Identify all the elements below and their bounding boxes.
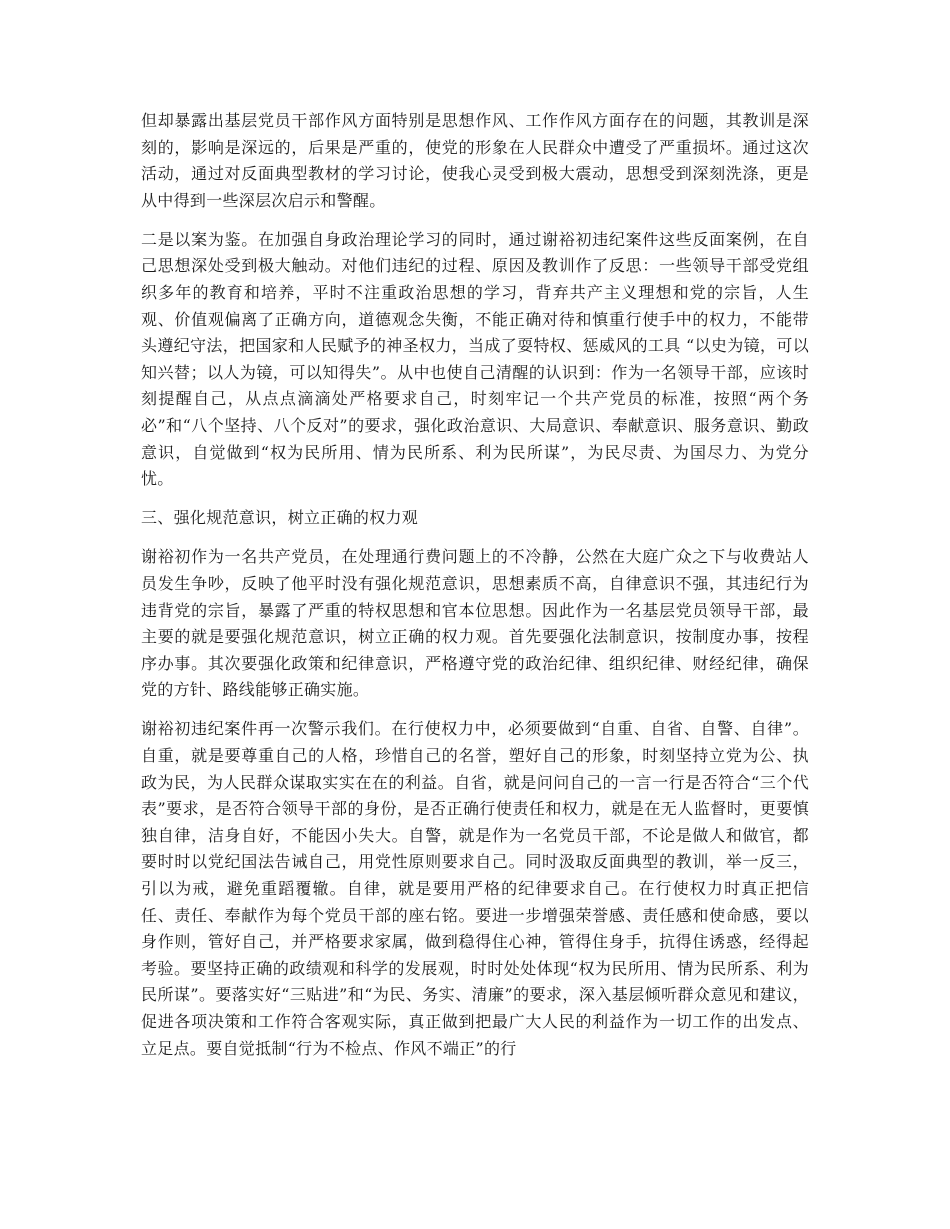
document-page [141,108,809,1075]
paragraph-norms-awareness: 谢裕初作为一名共产党员，在处理通行费问题上的不冷静，公然在大庭广众之下与收费站人员发生争吵，反映了他平时没有强化规范意识，思想素质不高，自律意识不强，其违纪行为违背党的宗旨，暴露了严重的特权思想和官本位思想。因此作为一名基层党员领导干部，最主要的就是要强化规范意识，树立正确的权力观。首先要强化法制意识，按制度办事，按程序办事。其次要强化政策和纪律意识，严格遵守党的政治纪律、组织纪律、财经纪律，确保党的方针、路线能够正确实施。 [141,547,809,700]
section-heading: 三、强化规范意识，树立正确的权力观 [141,508,419,528]
paragraph-case-reflection: 二是以案为鉴。在加强自身政治理论学习的同时，通过谢裕初违纪案件这些反面案例，在自己思想深处受到极大触动。对他们违纪的过程、原因及教训作了反思：一些领导干部受党组织多年的教育和培养，平时不注重政治思想的学习，背弃共产主义理想和党的宗旨，人生观、价值观偏离了正确方向，道德观念失衡，不能正确对待和慎重行使手中的权力，不能带头遵纪守法，把国家和人民赋予的神圣权力，当成了耍特权、惩威风的工具 “以史为镜，可以知兴替；以人为镜，可以知得失”。从中也使自己清醒的认识到：作为一名领导干部，应该时刻提醒自己，从点点滴滴处严格要求自己，时刻牢记一个共产党员的标准，按照“两个务必”和“八个坚持、八个反对”的要求，强化政治意识、大局意识、奉献意识、服务意识、勤政意识，自觉做到“权为民所用、情为民所系、利为民所谋”，为民尽责、为国尽力、为党分忧。 [141,229,809,489]
paragraph-self-discipline: 谢裕初违纪案件再一次警示我们。在行使权力中，必须要做到“自重、自省、自警、自律”。自重，就是要尊重自己的人格，珍惜自己的名誉，塑好自己的形象，时刻坚持立党为公、执政为民，为人民群众谋取实实在在的利益。自省，就是问问自己的一言一行是否符合“三个代表”要求，是否符合领导干部的身份，是否正确行使责任和权力，就是在无人监督时，更要慎独自律，洁身自好，不能因小失大。自警，就是作为一名党员干部，不论是做人和做官，都要时时以党纪国法告诫自己，用党性原则要求自己。同时汲取反面典型的教训，举一反三，引以为戒，避免重蹈覆辙。自律，就是要用严格的纪律要求自己。在行使权力时真正把信任、责任、奉献作为每个党员干部的座右铭。要进一步增强荣誉感、责任感和使命感，要以身作则，管好自己，并严格要求家属，做到稳得住心神，管得住身手，抗得住诱惑，经得起考验。要坚持正确的政绩观和科学的发展观，时时处处体现“权为民所用、情为民所系、利为民所谋”。要落实好“三贴进”和“为民、务实、清廉”的要求，深入基层倾听群众意见和建议，促进各项决策和工作符合客观实际，真正做到把最广大人民的利益作为一切工作的出发点、立足点。要自觉抵制“行为不检点、作风不端正”的行 [141,719,809,1058]
paragraph-lessons: 但却暴露出基层党员干部作风方面特别是思想作风、工作作风方面存在的问题，其教训是深刻的，影响是深远的，后果是严重的，使党的形象在人民群众中遭受了严重损坏。通过这次活动，通过对反面典型教材的学习讨论，使我心灵受到极大震动，思想受到深刻洗涤，更是从中得到一些深层次启示和警醒。 [141,111,809,210]
